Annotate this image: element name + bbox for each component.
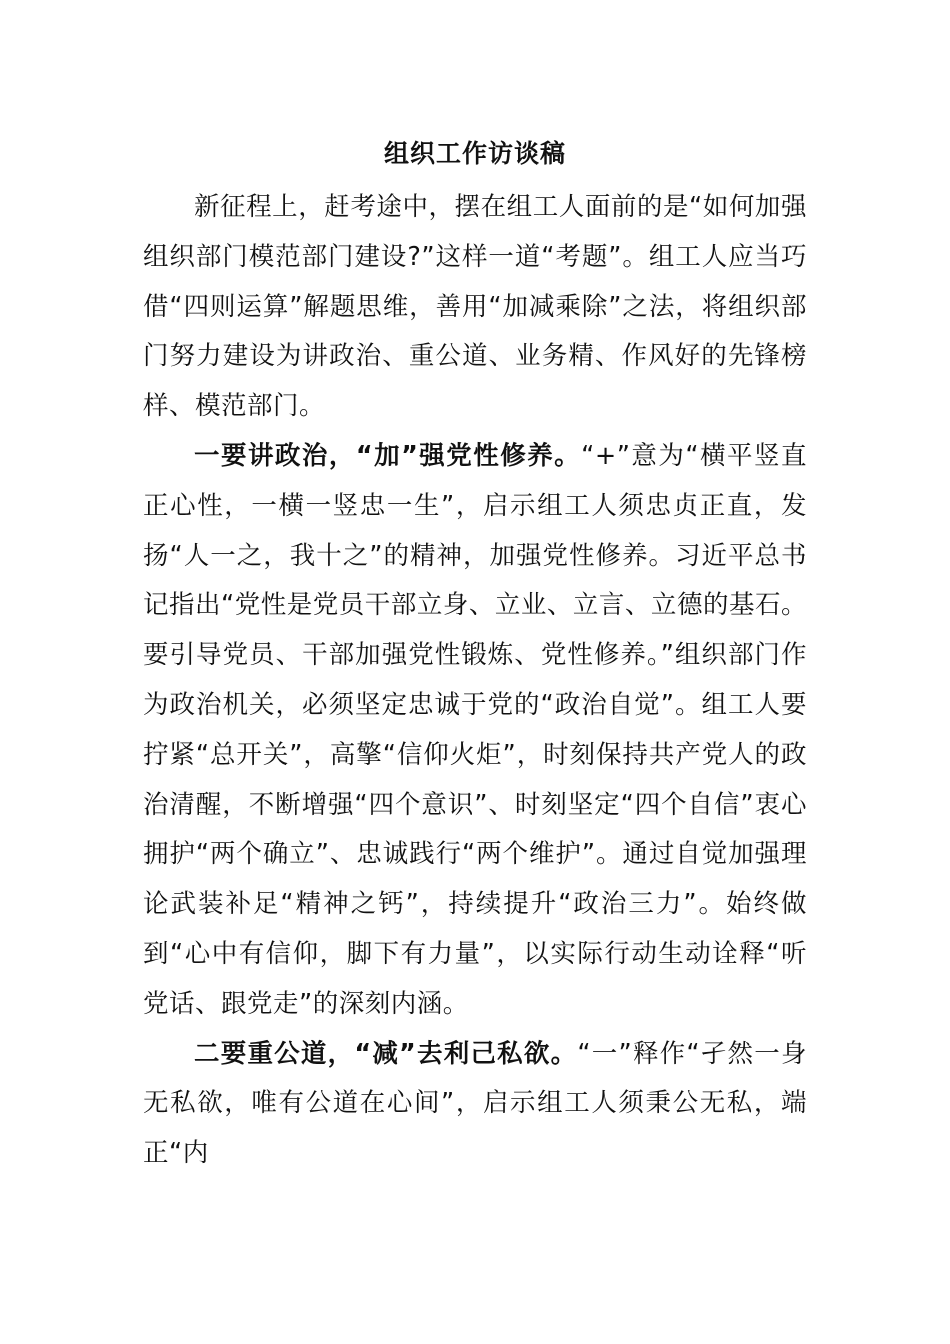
document-body [143,183,807,1179]
paragraph-lead: 二要重公道，“减”去利己私欲。 [194,1038,578,1069]
paragraph-politics [143,432,807,1030]
paragraph-text: “+”意为“横平竖直正心性，一横一竖忠一生”，启示组工人须忠贞正直，发扬“人一之，我十之”的精神，加强党性修养。习近平总书记指出“党性是党员干部立身、立业、立言、立德的基石。要引导党员、干部加强党性锻炼、党性修养。”组织部门作为政治机关，必须坚定忠诚于党的“政治自觉”。组工人要拧紧“总开关”，高擎“信仰火炬”，时刻保持共产党人的政治清醒，不断增强“四个意识”、时刻坚定“四个自信”衷心拥护“两个确立”、忠诚践行“两个维护”。通过自觉加强理论武装补足“精神之钙”，持续提升“政治三力”。始终做到“心中有信仰，脚下有力量”，以实际行动生动诠释“听党话、跟党走”的深刻内涵。 [143,440,808,1019]
paragraph-text: 新征程上，赶考途中，摆在组工人面前的是“如何加强组织部门模范部门建设?”这样一道“考题”。组工人应当巧借“四则运算”解题思维，善用“加减乘除”之法，将组织部门努力建设为讲政治、重公道、业务精、作风好的先锋榜样、模范部门。 [143,192,807,422]
paragraph-intro [143,183,807,432]
paragraph-lead: 一要讲政治，“加”强党性修养。 [194,440,582,471]
document-title: 组织工作访谈稿 [383,139,566,168]
paragraph-fairness [143,1030,807,1179]
paragraph-text: “一”释作“孑然一身无私欲，唯有公道在心间”，启示组工人须秉公无私，端正“内 [143,1038,807,1169]
